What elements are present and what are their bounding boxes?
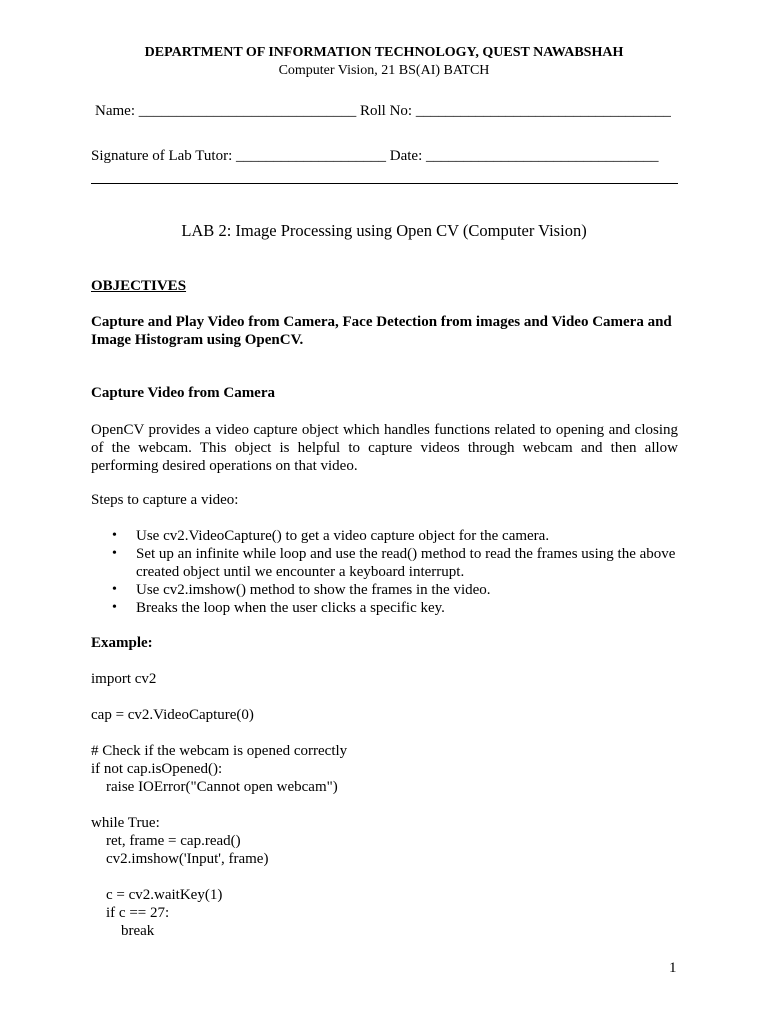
code-line: import cv2 [91, 671, 157, 687]
list-item [91, 527, 678, 545]
course-subtitle: Computer Vision, 21 BS(AI) BATCH [278, 63, 490, 78]
code-line [91, 868, 678, 886]
list-item [91, 599, 678, 617]
step-text: Use cv2.VideoCapture() to get a video capture object for the camera. [136, 528, 550, 544]
code-block [91, 670, 678, 940]
objectives-heading: OBJECTIVES [91, 278, 187, 294]
code-line: if not cap.isOpened(): [91, 761, 223, 777]
capture-section-heading: Capture Video from Camera [91, 385, 275, 401]
code-line: ret, frame = cap.read() [91, 833, 241, 849]
capture-paragraph: OpenCV provides a video capture object which handles functions related to opening and closing of the webcam. This object is helpful to capture videos through webcam and then allow performing desired operations on that video. [91, 422, 678, 474]
code-line: break [91, 923, 155, 939]
list-item [91, 581, 678, 599]
code-line: raise IOError("Cannot open webcam") [91, 779, 338, 795]
example-heading: Example: [91, 635, 153, 651]
code-line: if c == 27: [91, 905, 170, 921]
step-text: Breaks the loop when the user clicks a specific key. [136, 600, 445, 616]
signature-date-line: Signature of Lab Tutor: ____________________ Date: _______________________________ [91, 148, 659, 164]
bullet-icon: • [112, 528, 117, 543]
objectives-text: Capture and Play Video from Camera, Face Detection from images and Video Camera and Image Histogram using OpenCV. [91, 314, 672, 348]
steps-intro: Steps to capture a video: [91, 492, 239, 508]
bullet-icon: • [112, 546, 117, 561]
lab-title: LAB 2: Image Processing using Open CV (Computer Vision) [181, 221, 587, 240]
code-line [91, 724, 678, 742]
bullet-icon: • [112, 582, 117, 597]
code-line: while True: [91, 815, 160, 831]
steps-list [91, 527, 678, 617]
department-heading: DEPARTMENT OF INFORMATION TECHNOLOGY, QUEST NAWABSHAH [144, 45, 624, 60]
page-number: 1 [669, 960, 677, 976]
bullet-icon: • [112, 600, 117, 615]
code-line [91, 688, 678, 706]
header-divider [91, 183, 678, 184]
code-line: # Check if the webcam is opened correctly [91, 743, 348, 759]
list-item [91, 545, 678, 581]
code-line: cap = cv2.VideoCapture(0) [91, 707, 254, 723]
step-text: Set up an infinite while loop and use the read() method to read the frames using the above created object until we encounter a keyboard interrupt. [136, 546, 676, 580]
code-line: cv2.imshow('Input', frame) [91, 851, 269, 867]
step-text: Use cv2.imshow() method to show the frames in the video. [136, 582, 491, 598]
name-rollno-line: Name: _____________________________ Roll No: __________________________________ [95, 103, 671, 119]
code-line [91, 796, 678, 814]
code-line: c = cv2.waitKey(1) [91, 887, 223, 903]
